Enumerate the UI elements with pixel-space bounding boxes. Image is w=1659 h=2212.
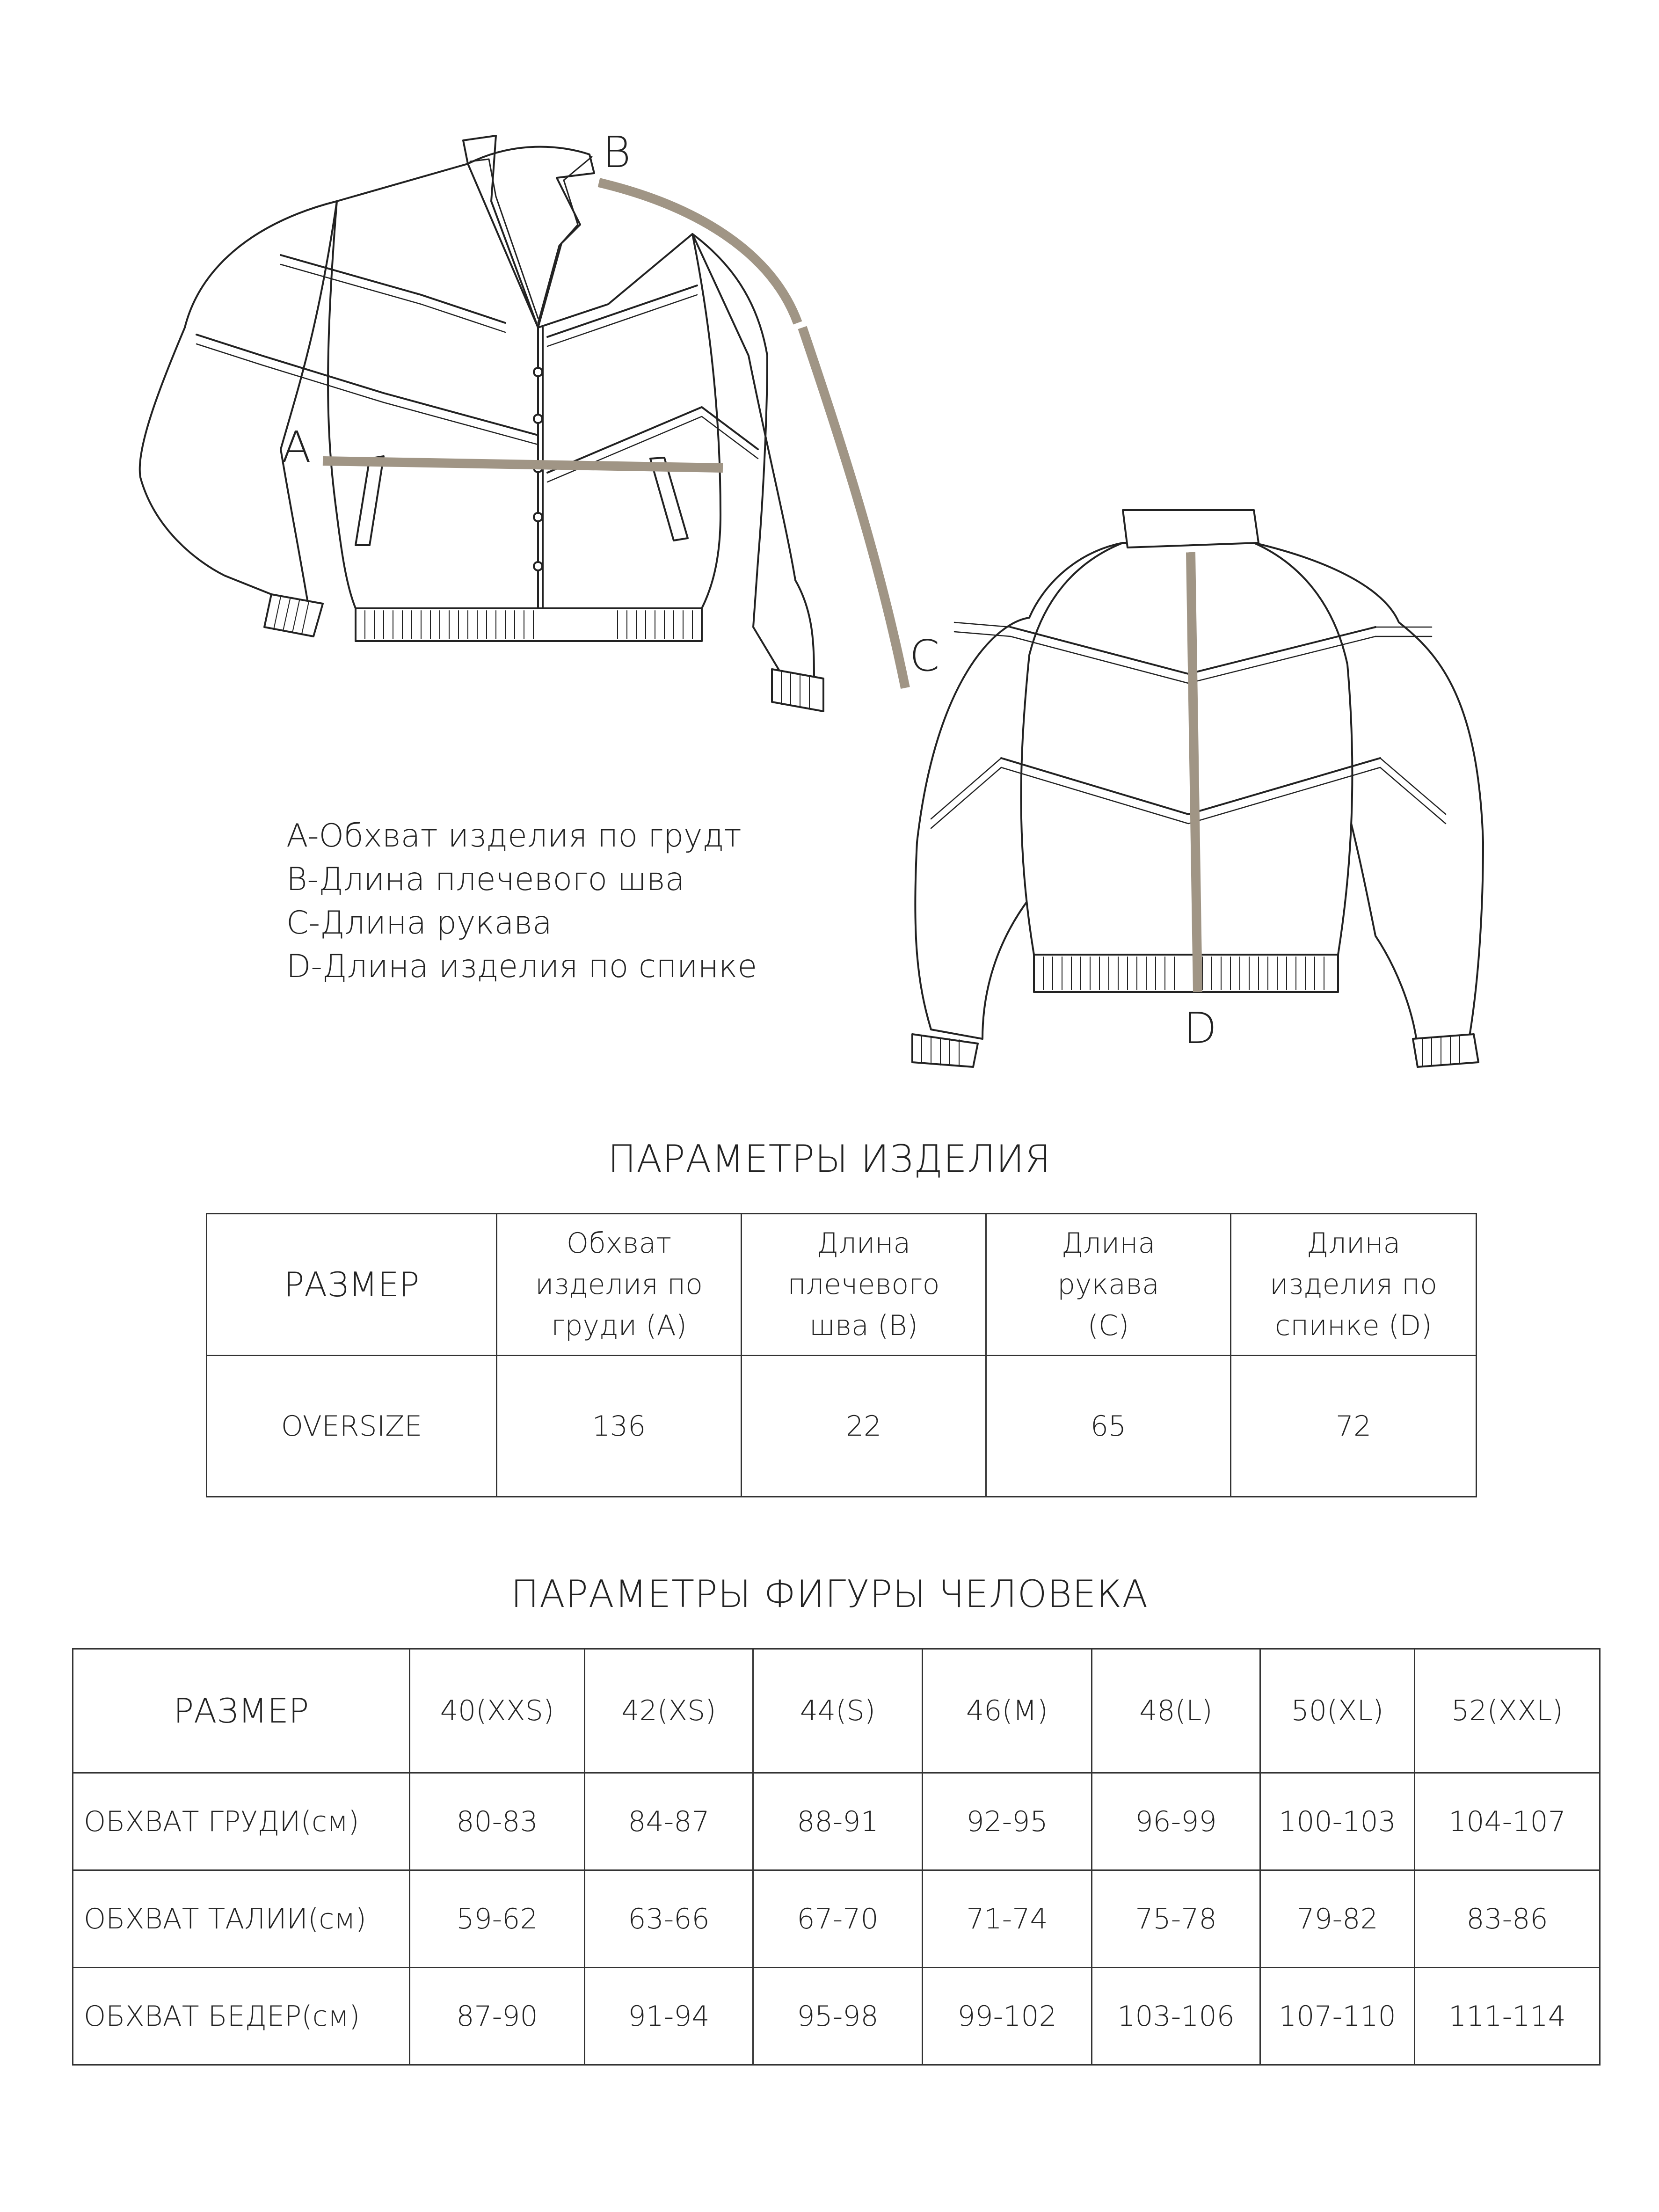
table-cell: 95-98 (753, 1968, 923, 2065)
table-cell: 71-74 (923, 1870, 1092, 1968)
table-cell: 75-78 (1092, 1870, 1260, 1968)
header-size-44: 44(S) (753, 1649, 923, 1773)
product-params-table (206, 1213, 1477, 1497)
sleeve-length-value: 65 (986, 1356, 1231, 1497)
table-cell: 79-82 (1260, 1870, 1415, 1968)
legend-item-d: D-Длина изделия по спинке (286, 948, 757, 985)
front-right-cuff (772, 669, 823, 711)
table-cell: 88-91 (753, 1773, 923, 1870)
table-cell: 99-102 (923, 1968, 1092, 2065)
header-shoulder-length: Длина плечевого шва (B) (742, 1214, 986, 1356)
measure-line-c (802, 328, 905, 688)
header-size-42: 42(XS) (585, 1649, 753, 1773)
header-size-46: 46(M) (923, 1649, 1092, 1773)
header-size-52: 52(XXL) (1415, 1649, 1600, 1773)
product-params-header-row (207, 1214, 1477, 1356)
table-cell: 83-86 (1415, 1870, 1600, 1968)
table-cell: 104-107 (1415, 1773, 1600, 1870)
jacket-front-view (140, 136, 823, 711)
back-length-value: 72 (1231, 1356, 1477, 1497)
table-cell: 59-62 (410, 1870, 585, 1968)
jacket-technical-drawing (0, 0, 1659, 1100)
header-size: РАЗМЕР (73, 1649, 410, 1773)
header-size-48: 48(L) (1092, 1649, 1260, 1773)
table-cell: 84-87 (585, 1773, 753, 1870)
product-params-title: ПАРАМЕТРЫ ИЗДЕЛИЯ (608, 1137, 1051, 1181)
table-cell: 92-95 (923, 1773, 1092, 1870)
table-cell: 96-99 (1092, 1773, 1260, 1870)
header-sleeve-length: Длина рукава (C) (986, 1214, 1231, 1356)
body-params-table (72, 1648, 1601, 2066)
row-label-waist: ОБХВАТ ТАЛИИ(см) (73, 1870, 410, 1968)
back-collar (1123, 510, 1259, 548)
row-label-hips: ОБХВАТ БЕДЕР(см) (73, 1968, 410, 2065)
header-back-length: Длина изделия по спинке (D) (1231, 1214, 1477, 1356)
back-hem-band (1034, 955, 1338, 992)
header-size: РАЗМЕР (207, 1214, 497, 1356)
header-size-40: 40(XXS) (410, 1649, 585, 1773)
table-cell: 67-70 (753, 1870, 923, 1968)
body-params-header-row (73, 1649, 1600, 1773)
header-size-50: 50(XL) (1260, 1649, 1415, 1773)
size-value: OVERSIZE (207, 1356, 497, 1497)
body-params-title: ПАРАМЕТРЫ ФИГУРЫ ЧЕЛОВЕКА (510, 1572, 1149, 1616)
table-cell: 107-110 (1260, 1968, 1415, 2065)
table-cell: 100-103 (1260, 1773, 1415, 1870)
table-row (73, 1968, 1600, 2065)
measure-label-b: B (603, 127, 631, 177)
table-cell: 103-106 (1092, 1968, 1260, 2065)
back-body (1021, 543, 1353, 955)
row-label-chest: ОБХВАТ ГРУДИ(см) (73, 1773, 410, 1870)
measurement-legend (286, 814, 757, 988)
front-hem-band (356, 608, 702, 641)
measure-label-d: D (1184, 1003, 1217, 1053)
measure-label-a: A (282, 422, 311, 472)
legend-item-b: B-Длина плечевого шва (286, 861, 685, 898)
table-row (73, 1773, 1600, 1870)
measure-label-c: C (910, 631, 940, 681)
product-params-row (207, 1356, 1477, 1497)
table-row (73, 1870, 1600, 1968)
chest-girth-value: 136 (497, 1356, 742, 1497)
table-cell: 91-94 (585, 1968, 753, 2065)
table-cell: 111-114 (1415, 1968, 1600, 2065)
table-cell: 80-83 (410, 1773, 585, 1870)
table-cell: 87-90 (410, 1968, 585, 2065)
legend-item-a: A-Обхват изделия по грудт (286, 818, 742, 854)
legend-item-c: C-Длина рукава (286, 905, 552, 942)
header-chest-girth: Обхват изделия по груди (A) (497, 1214, 742, 1356)
table-cell: 63-66 (585, 1870, 753, 1968)
front-left-cuff (264, 594, 323, 636)
shoulder-length-value: 22 (742, 1356, 986, 1497)
